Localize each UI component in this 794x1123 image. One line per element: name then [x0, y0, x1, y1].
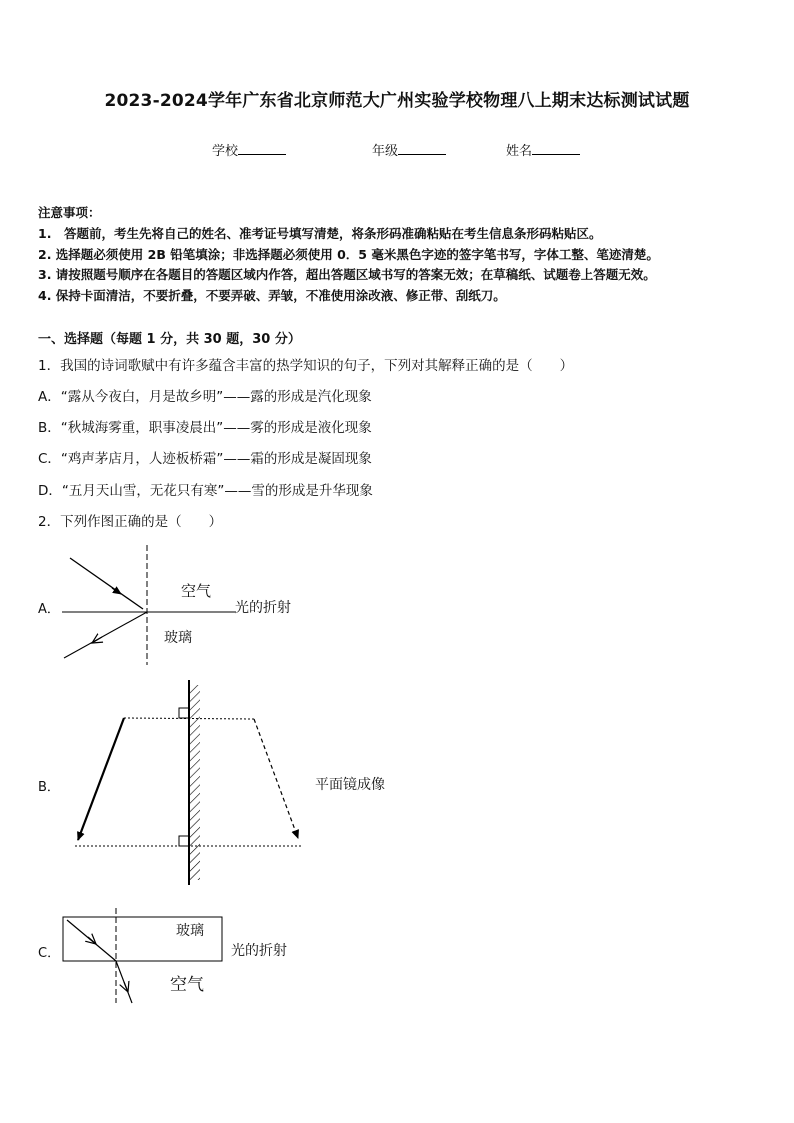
medium-label-glass: 玻璃	[176, 923, 204, 939]
incident-ray	[70, 558, 143, 609]
medium-label-glass: 玻璃	[164, 630, 192, 646]
question-2-option-a[interactable]: A．	[38, 602, 60, 617]
question-2-option-c[interactable]: C．	[38, 946, 61, 961]
refracted-arrow-icon	[92, 637, 102, 643]
notice-heading: 注意事项：	[38, 205, 101, 220]
question-1-option-d[interactable]: D．“五月天山雪，无花只有寒”——雪的形成是升华现象	[38, 483, 373, 499]
notice-item: 1. 答题前，考生先将自己的姓名、准考证号填写清楚，将条形码准确粘贴在考生信息条形码粘贴区。	[38, 226, 602, 241]
figure-a-refraction	[62, 545, 236, 665]
notice-item: 3. 请按照题号顺序在各题目的答题区域内作答，超出答题区域书写的答案无效；在草稿纸、试题卷上答题无效。	[38, 267, 656, 282]
notice-item: 4. 保持卡面清洁，不要折叠，不要弄破、弄皱，不准使用涂改液、修正带、刮纸刀。	[38, 288, 506, 303]
question-2-stem: 2．下列作图正确的是（ ）	[38, 514, 223, 530]
question-1-option-a[interactable]: A．“露从今夜白，月是故乡明”——露的形成是汽化现象	[38, 389, 372, 405]
incident-arrow-icon	[112, 588, 121, 594]
refracted-ray	[64, 612, 147, 658]
right-angle-mark	[179, 836, 189, 846]
grade-label: 年级	[372, 144, 399, 159]
glass-block	[63, 917, 222, 961]
name-label: 姓名	[506, 144, 533, 159]
diagram-caption-c: 光的折射	[231, 943, 287, 959]
diagram-caption-b: 平面镜成像	[315, 777, 385, 793]
question-1-option-c[interactable]: C．“鸡声茅店月，人迹板桥霜”——霜的形成是凝固现象	[38, 451, 372, 467]
refracted-arrow-icon	[124, 982, 128, 992]
question-2-option-b[interactable]: B．	[38, 780, 60, 795]
medium-label-air: 空气	[170, 975, 204, 995]
section-title: 一、选择题（每题 1 分，共 30 题，30 分）	[38, 332, 301, 347]
question-1-stem: 1．我国的诗词歌赋中有许多蕴含丰富的热学知识的句子，下列对其解释正确的是（ ）	[38, 358, 574, 374]
image-arrow	[254, 719, 298, 838]
notice-item: 2. 选择题必须使用 2B 铅笔填涂；非选择题必须使用 0．5 毫米黑色字迹的签字笔书写，字体工整、笔迹清楚。	[38, 247, 659, 262]
figure-c-refraction	[63, 908, 222, 1003]
right-angle-mark	[179, 708, 189, 718]
mirror-hatching	[190, 685, 200, 880]
school-label: 学校	[212, 144, 239, 159]
object-arrow	[78, 718, 124, 840]
page-title: 2023-2024学年广东省北京师范大广州实验学校物理八上期末达标测试试题	[104, 91, 690, 111]
medium-label-air: 空气	[181, 582, 212, 600]
figure-b-plane-mirror	[75, 680, 301, 885]
incident-arrow-icon	[88, 937, 96, 944]
diagram-caption-a: 光的折射	[235, 600, 291, 616]
question-1-option-b[interactable]: B．“秋城海雾重，职事凌晨出”——雾的形成是液化现象	[38, 420, 372, 436]
